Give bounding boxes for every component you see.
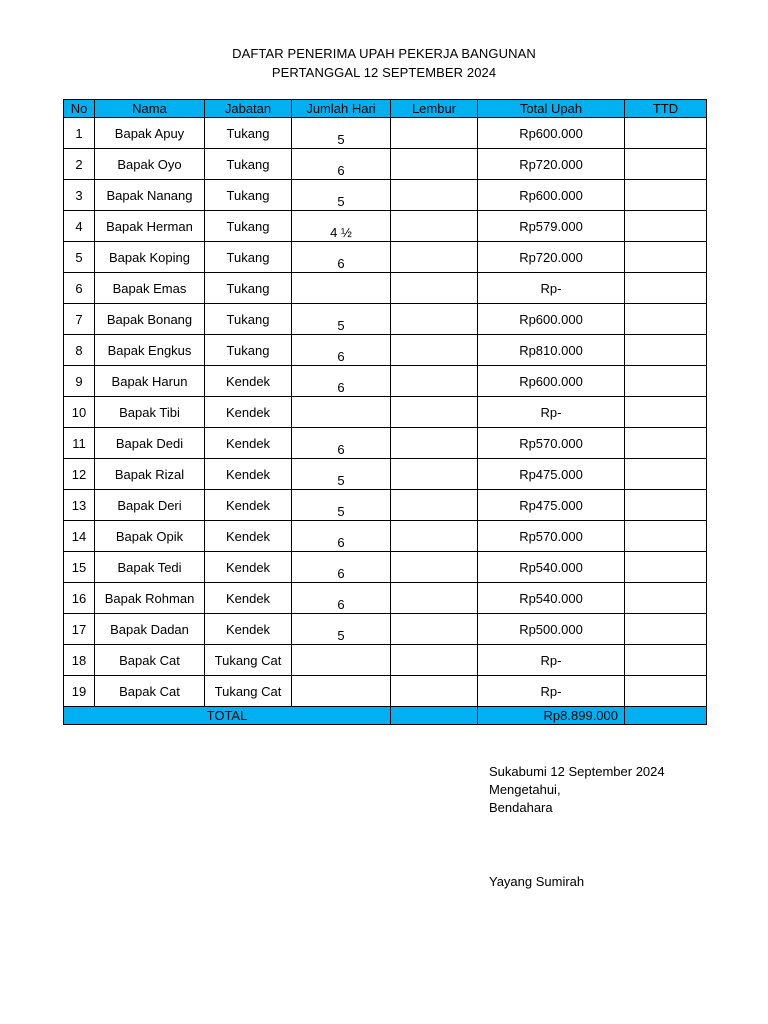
cell-ttd <box>625 149 707 180</box>
cell-jabatan: Kendek <box>205 428 292 459</box>
cell-total-upah: Rp475.000 <box>478 490 625 521</box>
cell-no: 3 <box>64 180 95 211</box>
cell-ttd <box>625 552 707 583</box>
cell-nama: Bapak Dadan <box>95 614 205 645</box>
jumlah-hari-value: 4 ½ <box>330 224 352 240</box>
cell-lembur <box>391 304 478 335</box>
cell-jabatan: Tukang <box>205 273 292 304</box>
jumlah-hari-value: 6 <box>337 596 345 612</box>
cell-no: 2 <box>64 149 95 180</box>
cell-total-upah: Rp600.000 <box>478 304 625 335</box>
cell-jumlah-hari <box>292 490 391 521</box>
cell-no: 9 <box>64 366 95 397</box>
table-row <box>64 397 707 428</box>
cell-total-upah: Rp600.000 <box>478 366 625 397</box>
cell-no: 19 <box>64 676 95 707</box>
jumlah-hari-value: 5 <box>337 193 345 209</box>
column-header-jumlah-hari: Jumlah Hari <box>292 100 391 118</box>
cell-no: 11 <box>64 428 95 459</box>
cell-lembur <box>391 180 478 211</box>
table-header-row <box>64 100 707 118</box>
cell-total-upah: Rp- <box>478 273 625 304</box>
cell-total-upah: Rp- <box>478 397 625 428</box>
cell-total-upah: Rp570.000 <box>478 521 625 552</box>
cell-nama: Bapak Bonang <box>95 304 205 335</box>
cell-lembur <box>391 242 478 273</box>
table-row <box>64 552 707 583</box>
table-row <box>64 304 707 335</box>
cell-no: 16 <box>64 583 95 614</box>
cell-no: 7 <box>64 304 95 335</box>
cell-nama: Bapak Tibi <box>95 397 205 428</box>
cell-jabatan: Kendek <box>205 552 292 583</box>
cell-nama: Bapak Rizal <box>95 459 205 490</box>
cell-no: 10 <box>64 397 95 428</box>
cell-jumlah-hari <box>292 645 391 676</box>
jumlah-hari-value: 6 <box>337 379 345 395</box>
cell-jumlah-hari <box>292 242 391 273</box>
cell-total-upah: Rp570.000 <box>478 428 625 459</box>
jumlah-hari-value: 6 <box>337 441 345 457</box>
cell-lembur <box>391 645 478 676</box>
jumlah-hari-value: 6 <box>337 348 345 364</box>
cell-no: 8 <box>64 335 95 366</box>
cell-jumlah-hari <box>292 273 391 304</box>
wage-table <box>63 99 707 725</box>
table-row <box>64 645 707 676</box>
cell-jumlah-hari <box>292 428 391 459</box>
cell-total-upah: Rp540.000 <box>478 583 625 614</box>
cell-jumlah-hari <box>292 397 391 428</box>
cell-ttd <box>625 583 707 614</box>
cell-ttd <box>625 242 707 273</box>
cell-lembur <box>391 118 478 149</box>
cell-jumlah-hari <box>292 180 391 211</box>
cell-total-upah: Rp- <box>478 645 625 676</box>
total-ttd-cell <box>625 707 707 725</box>
jumlah-hari-value: 6 <box>337 255 345 271</box>
cell-jabatan: Tukang Cat <box>205 645 292 676</box>
column-header-ttd: TTD <box>625 100 707 118</box>
column-header-nama: Nama <box>95 100 205 118</box>
table-row <box>64 180 707 211</box>
signature-name: Yayang Sumirah <box>489 874 585 889</box>
cell-lembur <box>391 428 478 459</box>
cell-nama: Bapak Koping <box>95 242 205 273</box>
jumlah-hari-value: 6 <box>337 162 345 178</box>
cell-nama: Bapak Nanang <box>95 180 205 211</box>
cell-no: 6 <box>64 273 95 304</box>
table-row <box>64 521 707 552</box>
cell-total-upah: Rp720.000 <box>478 149 625 180</box>
cell-jabatan: Tukang <box>205 211 292 242</box>
table-row <box>64 242 707 273</box>
cell-lembur <box>391 397 478 428</box>
cell-jumlah-hari <box>292 366 391 397</box>
cell-nama: Bapak Tedi <box>95 552 205 583</box>
cell-jumlah-hari <box>292 521 391 552</box>
cell-ttd <box>625 118 707 149</box>
cell-jumlah-hari <box>292 304 391 335</box>
total-row <box>64 707 707 725</box>
cell-jabatan: Tukang Cat <box>205 676 292 707</box>
jumlah-hari-value: 5 <box>337 627 345 643</box>
cell-no: 5 <box>64 242 95 273</box>
cell-ttd <box>625 304 707 335</box>
cell-jabatan: Kendek <box>205 490 292 521</box>
table-row <box>64 428 707 459</box>
table-row <box>64 614 707 645</box>
document-title: DAFTAR PENERIMA UPAH PEKERJA BANGUNAN <box>232 46 536 61</box>
cell-no: 18 <box>64 645 95 676</box>
cell-nama: Bapak Emas <box>95 273 205 304</box>
cell-jumlah-hari <box>292 552 391 583</box>
cell-ttd <box>625 490 707 521</box>
table-row <box>64 366 707 397</box>
table-row <box>64 490 707 521</box>
cell-lembur <box>391 676 478 707</box>
cell-total-upah: Rp475.000 <box>478 459 625 490</box>
jumlah-hari-value: 6 <box>337 565 345 581</box>
signature-place-date: Sukabumi 12 September 2024 <box>489 764 665 779</box>
jumlah-hari-value: 5 <box>337 131 345 147</box>
cell-lembur <box>391 552 478 583</box>
table-row <box>64 335 707 366</box>
total-lembur-cell <box>391 707 478 725</box>
signature-acknowledged: Mengetahui, <box>489 782 561 797</box>
column-header-lembur: Lembur <box>391 100 478 118</box>
cell-jumlah-hari <box>292 676 391 707</box>
cell-ttd <box>625 180 707 211</box>
cell-lembur <box>391 459 478 490</box>
cell-total-upah: Rp579.000 <box>478 211 625 242</box>
cell-jumlah-hari <box>292 583 391 614</box>
cell-nama: Bapak Cat <box>95 645 205 676</box>
cell-ttd <box>625 397 707 428</box>
cell-jabatan: Tukang <box>205 118 292 149</box>
cell-ttd <box>625 366 707 397</box>
table-row <box>64 676 707 707</box>
table-row <box>64 149 707 180</box>
cell-no: 1 <box>64 118 95 149</box>
cell-ttd <box>625 459 707 490</box>
cell-jabatan: Kendek <box>205 366 292 397</box>
cell-total-upah: Rp810.000 <box>478 335 625 366</box>
column-header-total-upah: Total Upah <box>478 100 625 118</box>
cell-ttd <box>625 211 707 242</box>
jumlah-hari-value: 5 <box>337 503 345 519</box>
cell-lembur <box>391 614 478 645</box>
jumlah-hari-value: 5 <box>337 317 345 333</box>
cell-jabatan: Tukang <box>205 149 292 180</box>
cell-nama: Bapak Deri <box>95 490 205 521</box>
cell-no: 17 <box>64 614 95 645</box>
cell-lembur <box>391 583 478 614</box>
cell-nama: Bapak Harun <box>95 366 205 397</box>
cell-jumlah-hari <box>292 211 391 242</box>
cell-no: 15 <box>64 552 95 583</box>
cell-jabatan: Kendek <box>205 583 292 614</box>
cell-lembur <box>391 490 478 521</box>
cell-jabatan: Kendek <box>205 459 292 490</box>
signature-role: Bendahara <box>489 800 553 815</box>
jumlah-hari-value: 5 <box>337 472 345 488</box>
cell-lembur <box>391 366 478 397</box>
cell-ttd <box>625 428 707 459</box>
cell-nama: Bapak Apuy <box>95 118 205 149</box>
cell-nama: Bapak Oyo <box>95 149 205 180</box>
cell-total-upah: Rp600.000 <box>478 180 625 211</box>
cell-no: 14 <box>64 521 95 552</box>
cell-no: 12 <box>64 459 95 490</box>
cell-no: 13 <box>64 490 95 521</box>
table-row <box>64 459 707 490</box>
cell-ttd <box>625 335 707 366</box>
cell-jumlah-hari <box>292 118 391 149</box>
cell-jabatan: Tukang <box>205 242 292 273</box>
cell-nama: Bapak Cat <box>95 676 205 707</box>
cell-ttd <box>625 273 707 304</box>
cell-nama: Bapak Rohman <box>95 583 205 614</box>
document-subtitle: PERTANGGAL 12 SEPTEMBER 2024 <box>271 65 497 80</box>
cell-nama: Bapak Engkus <box>95 335 205 366</box>
cell-nama: Bapak Opik <box>95 521 205 552</box>
cell-jabatan: Tukang <box>205 335 292 366</box>
cell-total-upah: Rp720.000 <box>478 242 625 273</box>
cell-total-upah: Rp500.000 <box>478 614 625 645</box>
cell-lembur <box>391 149 478 180</box>
cell-ttd <box>625 614 707 645</box>
cell-total-upah: Rp600.000 <box>478 118 625 149</box>
cell-nama: Bapak Dedi <box>95 428 205 459</box>
column-header-jabatan: Jabatan <box>205 100 292 118</box>
cell-nama: Bapak Herman <box>95 211 205 242</box>
cell-total-upah: Rp540.000 <box>478 552 625 583</box>
column-header-no: No <box>64 100 95 118</box>
cell-jumlah-hari <box>292 149 391 180</box>
cell-jumlah-hari <box>292 335 391 366</box>
table-row <box>64 118 707 149</box>
cell-jabatan: Kendek <box>205 614 292 645</box>
cell-lembur <box>391 521 478 552</box>
table-row <box>64 583 707 614</box>
cell-jumlah-hari <box>292 459 391 490</box>
cell-lembur <box>391 211 478 242</box>
table-row <box>64 211 707 242</box>
cell-ttd <box>625 676 707 707</box>
cell-jabatan: Kendek <box>205 521 292 552</box>
cell-total-upah: Rp- <box>478 676 625 707</box>
cell-jabatan: Tukang <box>205 304 292 335</box>
cell-lembur <box>391 335 478 366</box>
cell-jumlah-hari <box>292 614 391 645</box>
jumlah-hari-value: 6 <box>337 534 345 550</box>
cell-jabatan: Tukang <box>205 180 292 211</box>
cell-ttd <box>625 645 707 676</box>
table-row <box>64 273 707 304</box>
total-label: TOTAL <box>64 707 391 725</box>
cell-jabatan: Kendek <box>205 397 292 428</box>
cell-no: 4 <box>64 211 95 242</box>
total-upah-value: Rp8.899.000 <box>478 707 625 725</box>
cell-lembur <box>391 273 478 304</box>
cell-ttd <box>625 521 707 552</box>
